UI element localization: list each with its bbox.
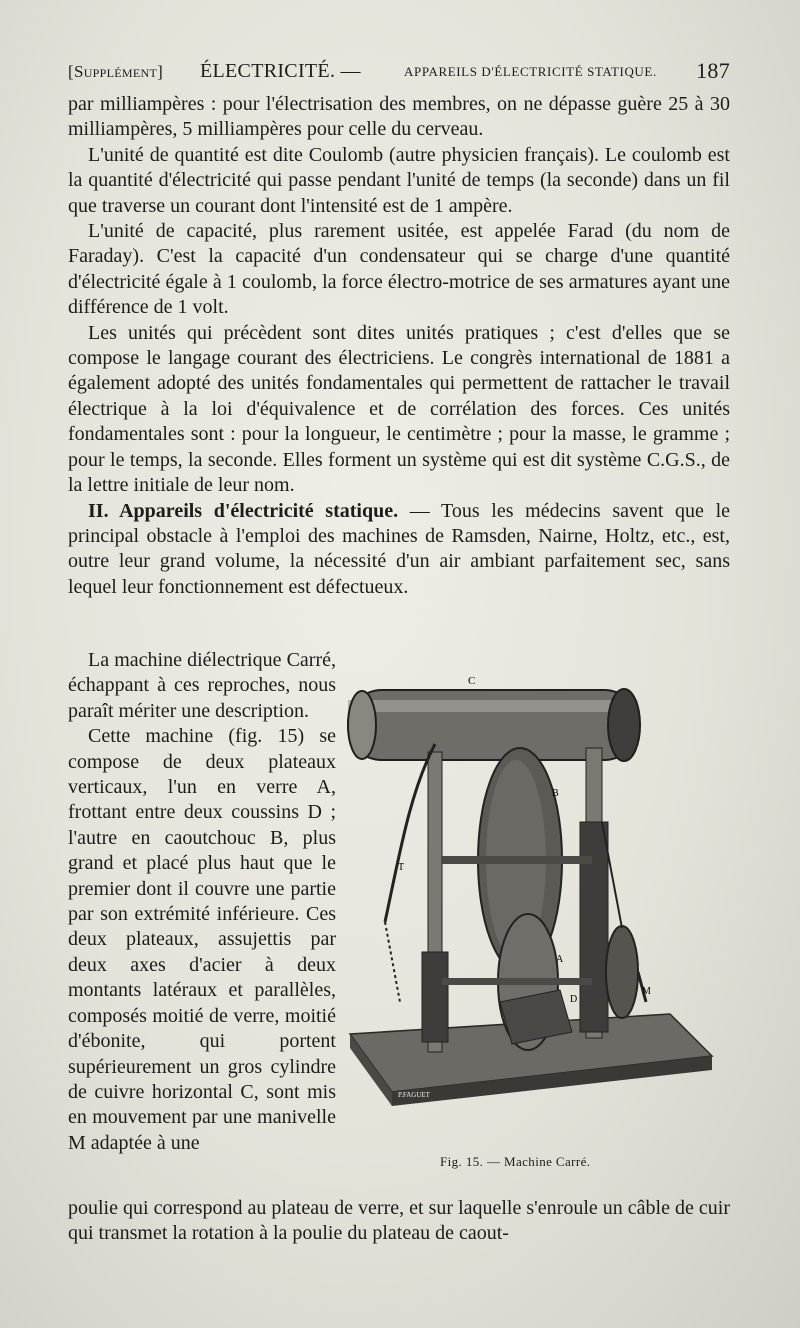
header-subtitle: APPAREILS D'ÉLECTRICITÉ STATIQUE.	[404, 64, 657, 79]
tail-text-block	[68, 1196, 730, 1247]
running-header	[68, 58, 730, 88]
figure-machine-carre	[340, 672, 730, 1127]
paragraph-6: La machine diélectrique Carré, échappant à ces reproches, nous paraît mériter une description.	[68, 649, 336, 722]
paragraph-8: poulie qui correspond au plateau de verre, et sur laquelle s'enroule un câble de cuir qui transmet la rotation à la poulie du plateau de caout-	[68, 1197, 730, 1245]
label-a: A	[556, 954, 564, 965]
header-section-tag: [Supplément]	[68, 62, 164, 81]
label-c: C	[468, 675, 476, 687]
engraver-signature: P.FAGUET	[398, 1091, 430, 1099]
main-text-block	[68, 92, 730, 600]
page-number: 187	[696, 58, 730, 83]
label-b: B	[552, 788, 559, 799]
machine-engraving	[340, 672, 730, 1127]
label-m: M	[642, 986, 651, 997]
paragraph-7: Cette machine (fig. 15) se compose de deux plateaux verticaux, l'un en verre A, frottant entre deux coussins D ; l'autre en caoutchouc B, plus grand et placé plus haut que le premier dont il couvre une partie par son extrémité inférieure. Ces deux plateaux, assujettis par deux axes d'acier à deux montants latéraux et parallèles, composés moitié de verre, moitié d'ébonite, qui portent supérieurement un gros cylindre de cuivre horizontal C, sont mis en mouvement par une manivelle M adaptée à une	[68, 725, 336, 1154]
label-d: D	[570, 994, 578, 1005]
paragraph-4: Les unités qui précèdent sont dites unités pratiques ; c'est d'elles que se compose le langage courant des électriciens. Le congrès international de 1881 a également adopté des unités fondamentales qui permettent de rattacher le travail électrique à la loi d'équivalence et de corrélation des forces. Ces unités fondamentales sont : pour la longueur, le centimètre ; pour la masse, le gramme ; pour le temps, la seconde. Elles forment un système qui est dit système C.G.S., de la lettre initiale de leur nom.	[68, 321, 730, 497]
paragraph-2: L'unité de quantité est dite Coulomb (autre physicien français). Le coulomb est la quantité d'électricité qui passe pendant l'unité de temps (la seconde) dans un fil que traverse un courant dont l'intensité est de 1 ampère.	[68, 143, 730, 217]
header-title: ÉLECTRICITÉ. —	[200, 60, 361, 82]
section-text: — Tous les médecins savent que le principal obstacle à l'emploi des machines de Ramsden, Nairne, Holtz, etc., est, outre leur grand volume, la nécessité d'un air ambiant parfaitement sec, sans lequel leur fonctionnement est défectueux.	[68, 499, 731, 598]
paragraph-1: par milliampères : pour l'électrisation des membres, on ne dépasse guère 25 à 30 milliampères, 5 milliampères pour celle du cerveau.	[68, 93, 730, 141]
figure-caption: Fig. 15. — Machine Carré.	[440, 1154, 591, 1169]
paragraph-5	[68, 499, 730, 601]
paragraph-3: L'unité de capacité, plus rarement usitée, est appelée Farad (du nom de Faraday). C'est la capacité d'un condensateur qui se charge d'une quantité d'électricité égale à 1 coulomb, la force électro-motrice de ses armatures ayant une différence de 1 volt.	[68, 220, 730, 319]
label-t: T	[398, 862, 405, 873]
wrapped-column	[68, 648, 336, 1156]
section-heading: II. Appareils d'électricité statique.	[88, 499, 399, 522]
